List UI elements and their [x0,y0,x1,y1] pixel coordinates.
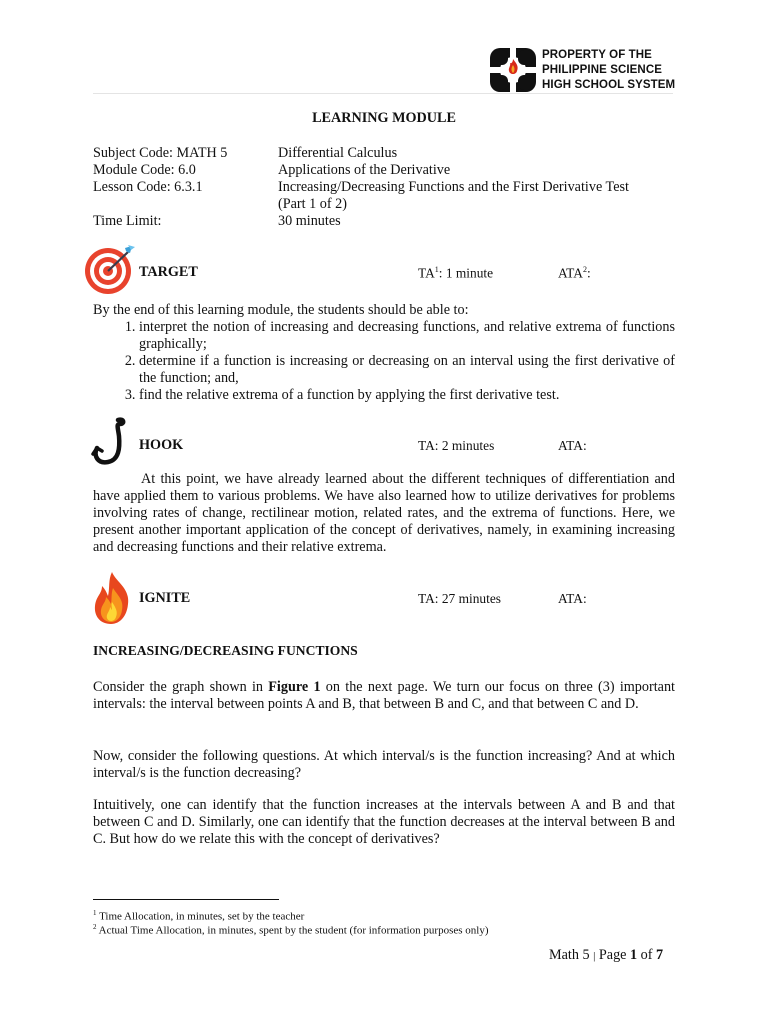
page-number: 1 [630,947,638,963]
footnote-1: $^1$ Time Allocation, in minutes, set by the teacher [93,909,305,923]
footnote-divider [93,899,279,900]
meta-row-part: (Part 1 of 2) [278,196,347,212]
flame-icon [90,570,134,626]
ignite-paragraph-2: Now, consider the following questions. At which interval/s is the function increasing? And at which interval/s is the function decreasing? [93,748,675,781]
ignite-paragraph-1: Consider the graph shown in Figure 1 on the next page. We turn our focus on three (3) important intervals: the interval between points A and B, that between B and C, and that between C and D. [93,679,675,712]
logo-line-1: PROPERTY OF THE [542,49,652,61]
ignite-ta: TA: 27 minutes [418,591,501,606]
hook-icon [90,416,130,468]
hook-ata: ATA: [558,438,587,453]
list-item: 2. determine if a function is increasing or decreasing on an interval using the first derivative of the function; and, [139,353,675,387]
pshs-logo-icon [489,47,537,93]
increasing-decreasing-heading: INCREASING/DECREASING FUNCTIONS [93,643,358,658]
meta-row-lesson: Lesson Code: 6.3.1 Increasing/Decreasing Functions and the First Derivative Test [93,179,629,195]
page-footer: Math 5 | Page 1 of 7 [549,947,664,963]
hook-paragraph: At this point, we have already learned about the different techniques of differentiation and have applied them to various problems. We have also learned how to utilize derivatives for problems involving rates of change, rectilinear motion, related rates, and the extrema of functions. Here, we present another important application of the concept of derivatives, namely, in examining increasing and decreasing functions and their relative extrema. [93,471,675,555]
target-heading: TARGET [139,264,198,280]
logo-caption [542,48,675,93]
hook-heading: HOOK [139,437,184,453]
ignite-heading: IGNITE [139,590,191,606]
logo-line-2: PHILIPPINE SCIENCE [542,64,663,76]
figure-1-ref: Figure 1 [268,679,321,695]
page-total: 7 [656,947,664,963]
meta-row-module: Module Code: 6.0 Applications of the Derivative [93,162,451,178]
objectives-list [93,319,675,404]
list-item: 3. find the relative extrema of a function by applying the first derivative test. [139,387,675,404]
hook-ta: TA: 2 minutes [418,438,495,453]
target-icon [84,244,136,296]
target-body [93,302,675,404]
footnote-2: $^2$ Actual Time Allocation, in minutes, spent by the student (for information purposes only) [93,923,489,937]
header-divider [93,93,673,94]
logo-line-3: HIGH SCHOOL SYSTEM [542,79,676,91]
target-intro: By the end of this learning module, the students should be able to: [93,302,469,318]
ignite-ata: ATA: [558,591,587,606]
page-title: LEARNING MODULE [312,110,456,126]
ignite-paragraph-3: Intuitively, one can identify that the function increases at the intervals between A and B and that between C and D. Similarly, one can identify that the function decreases at the interval between B and C. But how do we relate this with the concept of derivatives? [93,797,675,847]
meta-row-time: Time Limit: 30 minutes [93,213,341,229]
module-meta [93,145,683,230]
target-ata: ATA$^2$: [558,265,591,281]
target-ta: $TA^1$: 1 minute [418,265,494,281]
meta-row-subject: Subject Code: MATH 5 Differential Calculus [93,145,398,161]
list-item: 1. interpret the notion of increasing and decreasing functions, and relative extrema of functions graphically; [139,319,675,353]
